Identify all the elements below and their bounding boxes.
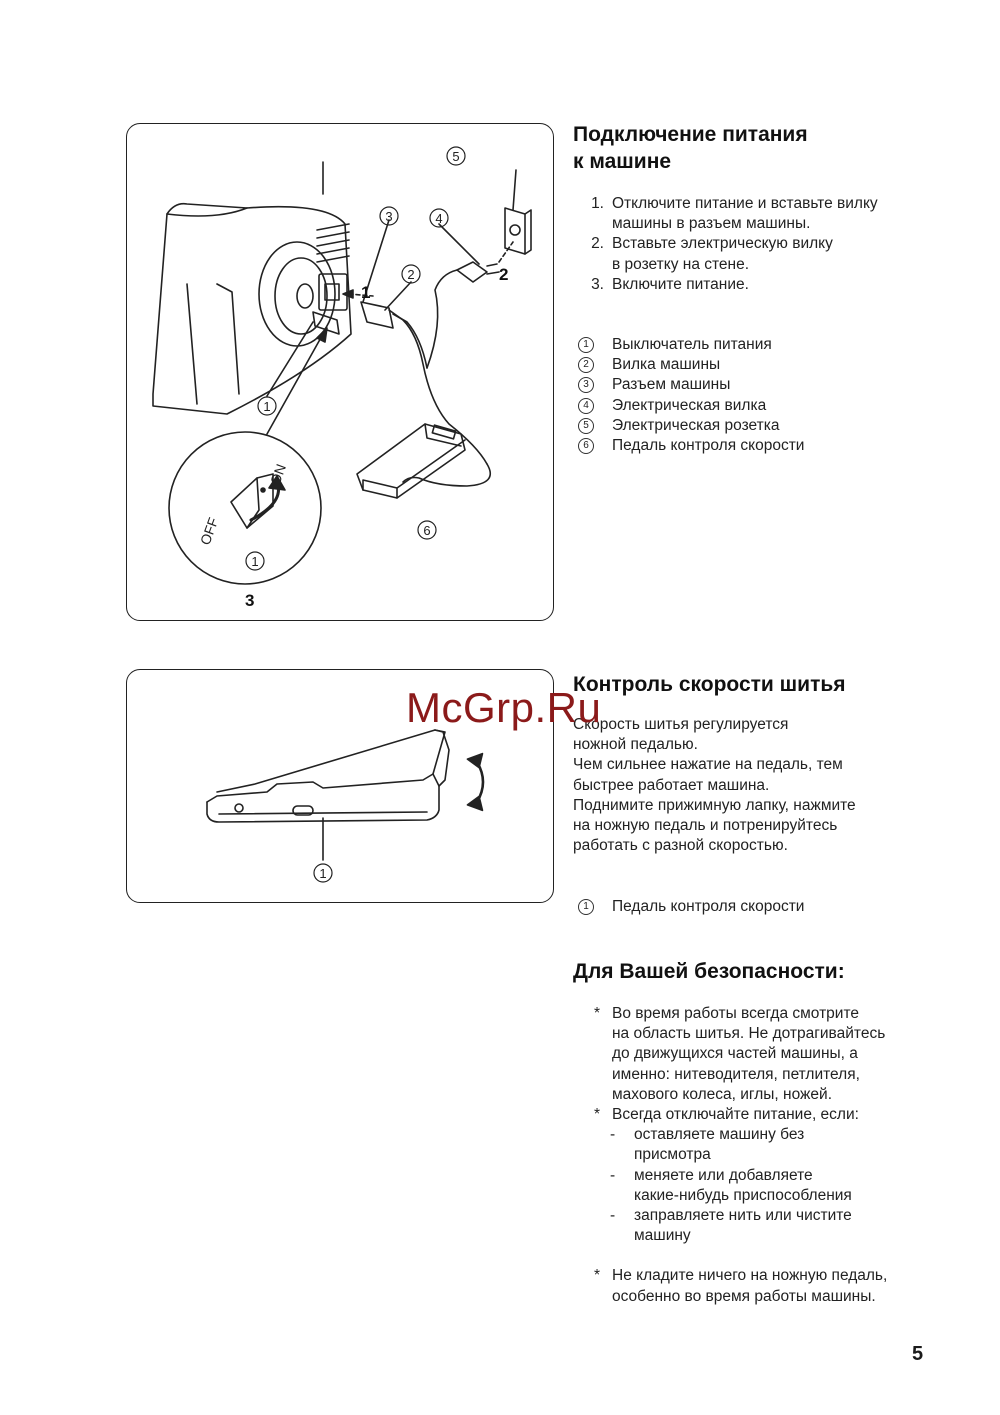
callout-4: 4 — [435, 211, 443, 226]
legend-number: 4 — [578, 398, 594, 414]
step-label-1: 1 — [361, 283, 371, 302]
power-connection-illustration — [127, 124, 555, 622]
switch-off-label: OFF — [196, 515, 222, 548]
section-power-title — [573, 121, 808, 175]
page-number: 5 — [912, 1343, 924, 1365]
section-power-title-line2: к машине — [573, 150, 672, 173]
safety-line: особенно во время работы машины. — [612, 1287, 876, 1305]
legend-item — [578, 335, 958, 355]
power-step — [588, 275, 968, 295]
safety-item — [594, 1105, 974, 1125]
legend-label: Выключатель питания — [612, 336, 772, 353]
legend-label: Педаль контроля скорости — [612, 898, 805, 915]
safety-subitem — [594, 1206, 974, 1246]
bullet-asterisk: * — [594, 1005, 601, 1022]
legend-label: Педаль контроля скорости — [612, 437, 805, 455]
legend-item — [578, 897, 958, 917]
callout-1: 1 — [263, 399, 271, 414]
legend-number: 1 — [578, 899, 594, 915]
section-power-title-line1: Подключение питания — [573, 123, 808, 146]
speed-line: Чем сильнее нажатие на педаль, тем — [573, 756, 843, 774]
bullet-asterisk: * — [594, 1106, 601, 1124]
safety-line: Не кладите ничего на ножную педаль, — [612, 1267, 888, 1285]
legend-number: 2 — [578, 357, 594, 373]
callout-3: 3 — [385, 209, 393, 224]
safety-subitem — [594, 1125, 974, 1165]
speed-line: быстрее работает машина. — [573, 776, 770, 794]
step-label-3: 3 — [245, 591, 255, 610]
callout-1: 1 — [319, 866, 327, 881]
watermark: McGrp.Ru — [406, 684, 602, 731]
safety-line: Всегда отключайте питание, если: — [612, 1106, 859, 1124]
safety-line: присмотра — [634, 1146, 711, 1164]
safety-line: махового колеса, иглы, ножей. — [612, 1085, 833, 1103]
switch-on-label: ON — [266, 461, 290, 488]
callout-6: 6 — [423, 523, 431, 538]
legend-item — [578, 436, 958, 456]
bullet-dash: - — [610, 1126, 616, 1144]
legend-number: 1 — [578, 337, 594, 353]
safety-line: Во время работы всегда смотрите — [612, 1005, 860, 1022]
power-step-line: Включите питание. — [612, 275, 749, 293]
speed-line: Скорость шитья регулируется — [573, 716, 789, 733]
safety-line: оставляете машину без — [634, 1126, 805, 1144]
power-step-number: 3. — [591, 275, 604, 293]
legend-item — [578, 355, 958, 375]
power-step-number: 1. — [591, 195, 604, 212]
section-safety-title: Для Вашей безопасности: — [573, 960, 845, 983]
power-step-line: Вставьте электрическую вилку — [612, 235, 833, 253]
speed-line: на ножную педаль и потренируйтесь — [573, 817, 838, 835]
callout-5: 5 — [452, 149, 460, 164]
legend-item — [578, 375, 958, 395]
legend-label: Вилка машины — [612, 356, 721, 374]
speed-description — [573, 715, 973, 856]
speed-line: ножной педалью. — [573, 736, 698, 754]
safety-line: машину — [634, 1227, 691, 1245]
power-step — [588, 194, 968, 234]
power-legend — [578, 335, 958, 456]
bullet-asterisk: * — [594, 1267, 601, 1285]
safety-item — [594, 1266, 974, 1306]
safety-line: на область шитья. Не дотрагивайтесь — [612, 1025, 886, 1043]
legend-item — [578, 396, 958, 416]
safety-subitem — [594, 1166, 974, 1206]
safety-line: заправляете нить или чистите — [634, 1207, 852, 1225]
legend-label: Электрическая вилка — [612, 396, 767, 414]
bullet-dash: - — [610, 1166, 616, 1184]
legend-number: 5 — [578, 418, 594, 434]
legend-label: Электрическая розетка — [612, 416, 780, 434]
speed-line: Поднимите прижимную лапку, нажмите — [573, 796, 856, 814]
legend-label: Разъем машины — [612, 376, 731, 394]
power-step-line: Отключите питание и вставьте вилку — [612, 195, 878, 212]
speed-line: работать с разной скоростью. — [573, 837, 788, 855]
power-step-line: в розетку на стене. — [612, 255, 750, 273]
figure-power-connection — [126, 123, 554, 621]
safety-line: какие-нибудь приспособления — [634, 1186, 852, 1204]
legend-number: 6 — [578, 438, 594, 454]
power-step — [588, 234, 968, 274]
bullet-dash: - — [610, 1207, 616, 1225]
speed-legend — [578, 897, 958, 917]
safety-list — [594, 1004, 974, 1307]
power-step-number: 2. — [591, 235, 604, 253]
callout-2: 2 — [407, 267, 415, 282]
safety-line: меняете или добавляете — [634, 1166, 813, 1184]
step-label-2: 2 — [499, 265, 509, 284]
safety-item — [594, 1004, 974, 1105]
power-step-line: машины в разъем машины. — [612, 215, 811, 233]
callout-1-inset: 1 — [251, 554, 259, 569]
legend-number: 3 — [578, 377, 594, 393]
legend-item — [578, 416, 958, 436]
power-steps — [588, 194, 968, 295]
safety-line: именно: нитеводителя, петлителя, — [612, 1065, 860, 1083]
section-speed-title: Контроль скорости шитья — [573, 673, 846, 696]
safety-line: до движущихся частей машины, а — [612, 1045, 858, 1063]
